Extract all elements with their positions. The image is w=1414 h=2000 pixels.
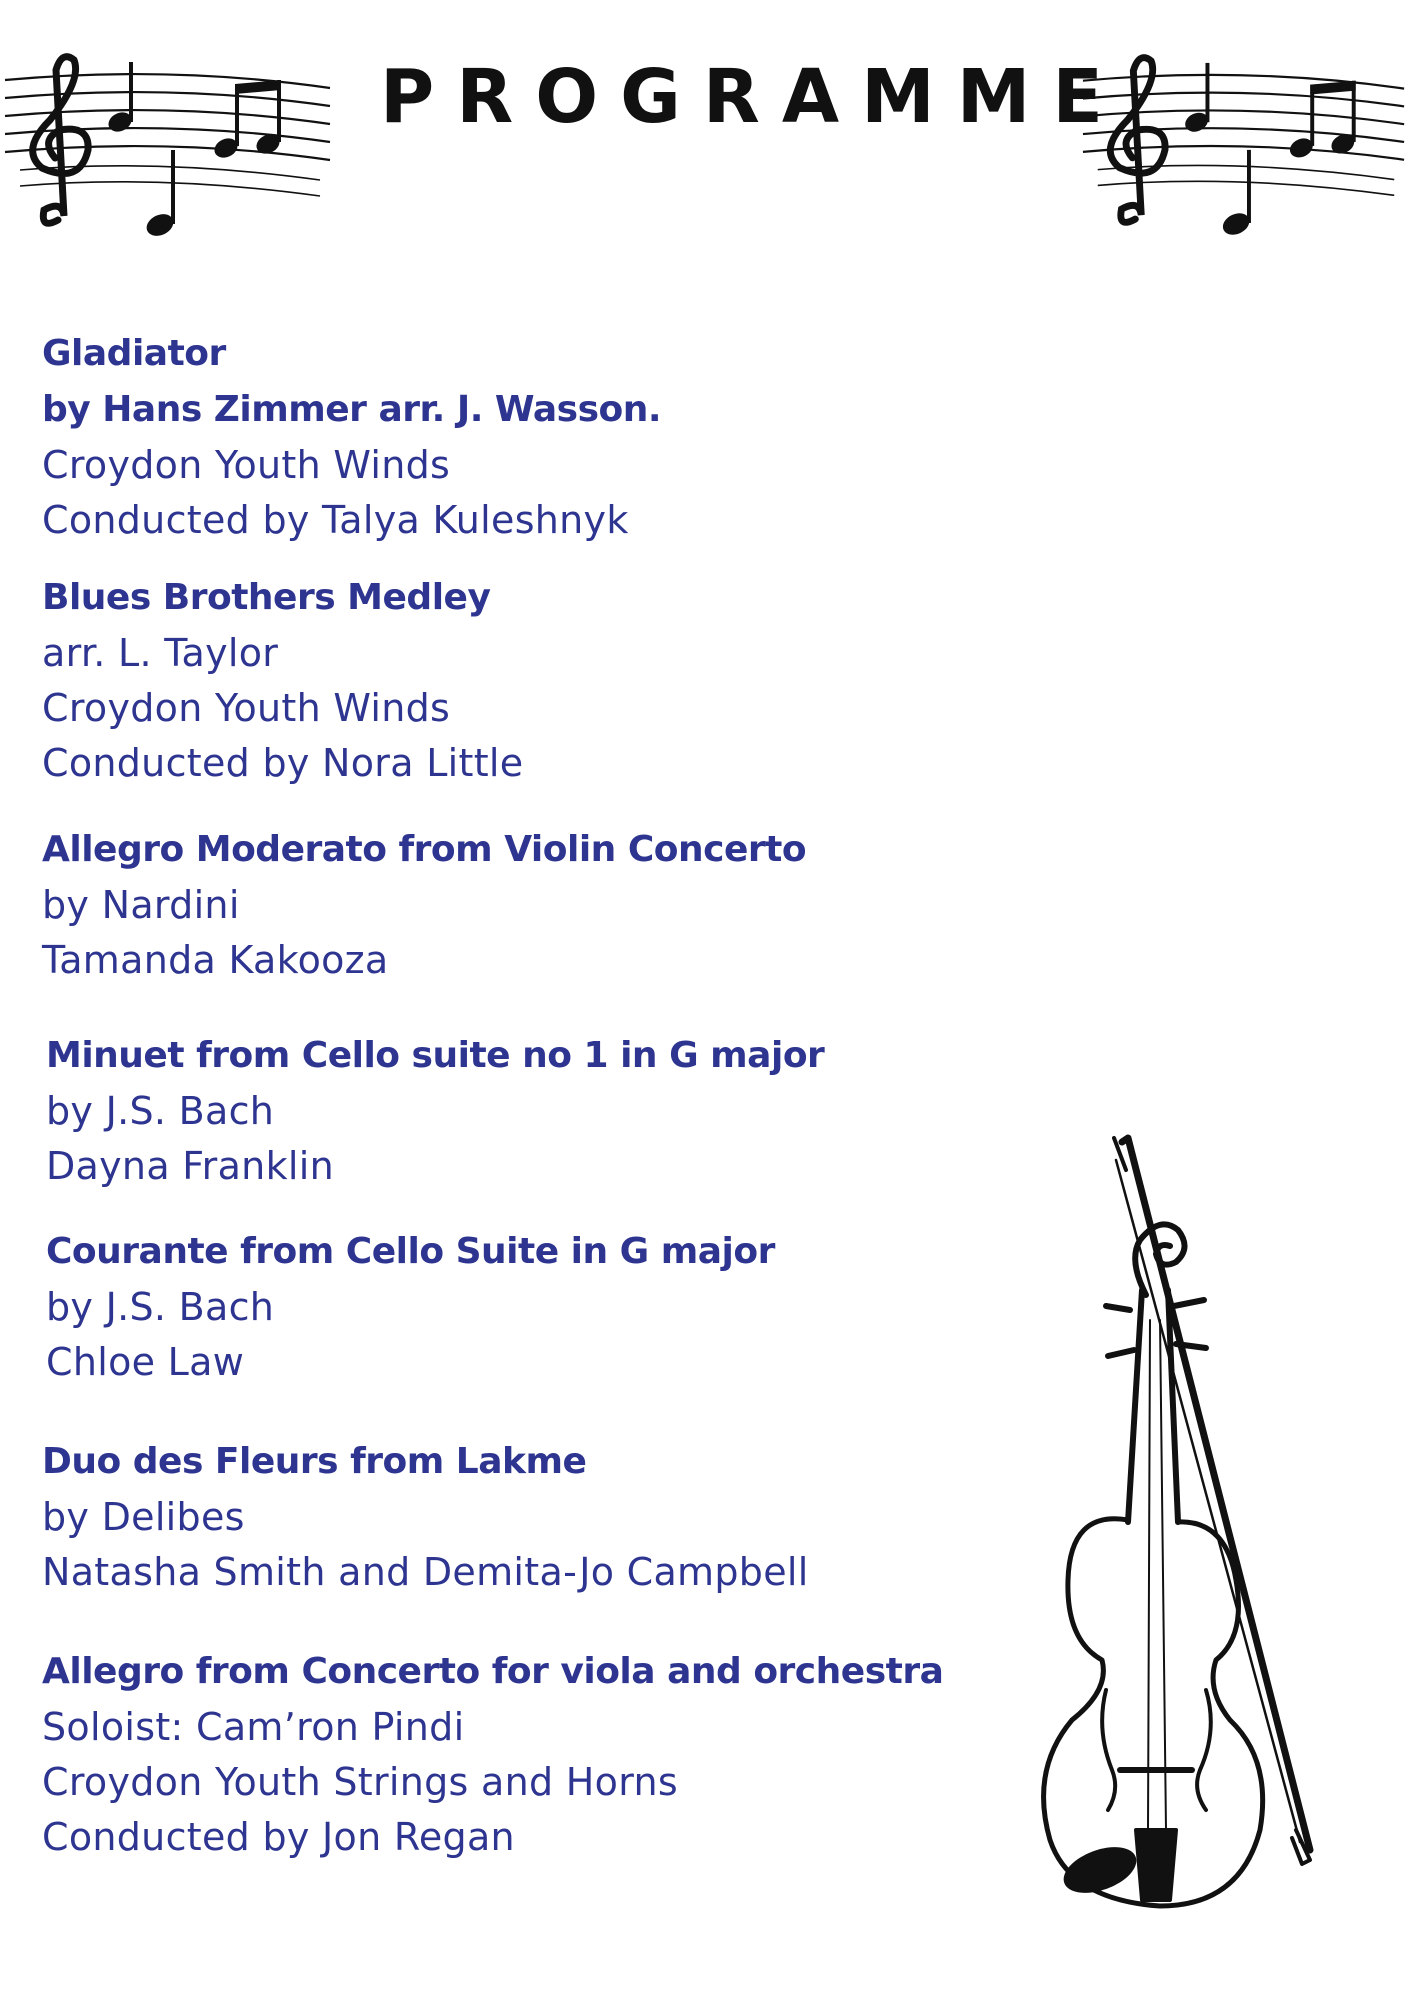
performer-line: Natasha Smith and Demita-Jo Campbell xyxy=(42,1550,809,1594)
conductor-line: Conducted by Talya Kuleshnyk xyxy=(42,498,629,542)
piece-title: Allegro from Concerto for viola and orchestra xyxy=(42,1651,944,1692)
composer-line: arr. L. Taylor xyxy=(42,631,279,675)
performer-line: Croydon Youth Winds xyxy=(42,443,451,487)
programme-item-lakme xyxy=(42,1434,809,1600)
piece-composer: by Hans Zimmer arr. J. Wasson. xyxy=(42,389,662,430)
piece-title: Duo des Fleurs from Lakme xyxy=(42,1441,587,1482)
piece-title: Allegro Moderato from Violin Concerto xyxy=(42,829,807,870)
programme-item-gladiator xyxy=(42,326,661,548)
composer-line: by J.S. Bach xyxy=(46,1285,275,1329)
music-staff-notes-icon xyxy=(0,40,340,240)
performer-line: Tamanda Kakooza xyxy=(42,938,389,982)
performer-line: Croydon Youth Strings and Horns xyxy=(42,1760,678,1804)
programme-item-courante xyxy=(46,1224,775,1390)
page-title: PROGRAMME xyxy=(380,54,1125,140)
conductor-line: Conducted by Jon Regan xyxy=(42,1815,515,1859)
violin-with-bow-icon xyxy=(1010,1130,1330,1910)
piece-title: Gladiator xyxy=(42,333,226,374)
composer-line: by Nardini xyxy=(42,883,240,927)
piece-title: Minuet from Cello suite no 1 in G major xyxy=(46,1035,825,1076)
performer-line: Croydon Youth Winds xyxy=(42,686,451,730)
programme-item-minuet xyxy=(46,1028,824,1194)
performer-line: Dayna Franklin xyxy=(46,1144,334,1188)
composer-line: by J.S. Bach xyxy=(46,1089,275,1133)
performer-line: Chloe Law xyxy=(46,1340,245,1384)
composer-line: by Delibes xyxy=(42,1495,245,1539)
piece-title: Blues Brothers Medley xyxy=(42,577,491,618)
programme-item-blues-brothers xyxy=(42,570,523,791)
soloist-line: Soloist: Cam’ron Pindi xyxy=(42,1705,465,1749)
programme-item-nardini xyxy=(42,822,806,988)
piece-title: Courante from Cello Suite in G major xyxy=(46,1231,775,1272)
music-staff-notes-icon xyxy=(1078,40,1414,240)
conductor-line: Conducted by Nora Little xyxy=(42,741,524,785)
programme-item-viola-concerto xyxy=(42,1644,943,1865)
